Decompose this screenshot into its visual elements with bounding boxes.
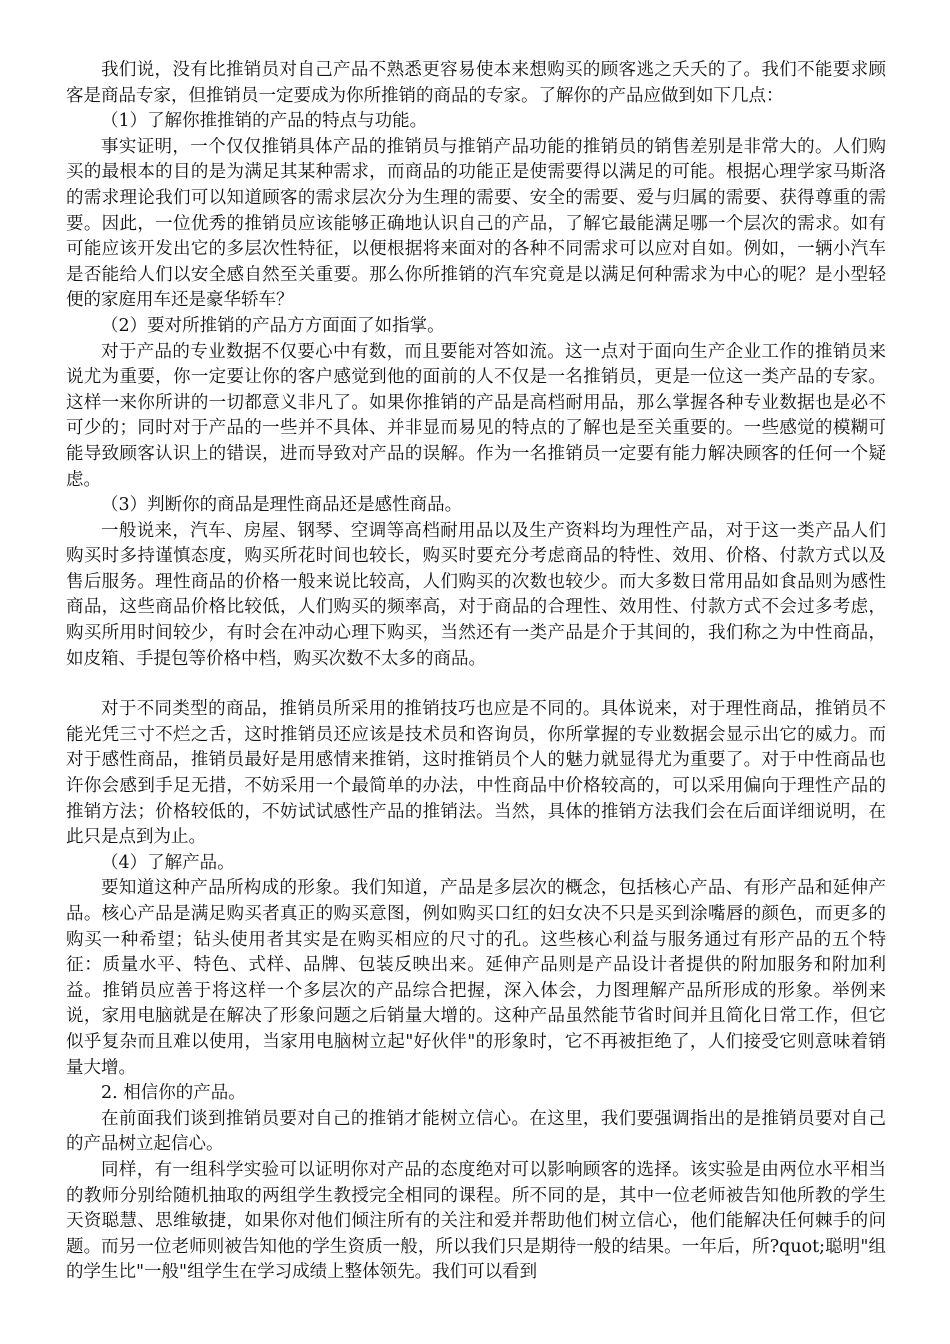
paragraph-confidence: 在前面我们谈到推销员要对自己的推销才能树立信心。在这里，我们要强调指出的是推销员要对自己的产品树立起信心。 bbox=[66, 1108, 886, 1155]
paragraph-product-image: 要知道这种产品所构成的形象。我们知道，产品是多层次的概念，包括核心产品、有形产品和延伸产品。核心产品是满足购买者真正的购买意图，例如购买口红的妇女决不只是买到涂嘴唇的颜色，而更多的购买一种希望；钻头使用者其实是在购买相应的尺寸的孔。这些核心利益与服务通过有形产品的五个特征：质量水平、特色、式样、品牌、包装反映出来。延伸产品则是产品设计者提供的附加服务和附加利益。推销员应善于将这样一个多层次的产品综合把握，深入体会，力图理解产品所形成的形象。举例来说，家用电脑就是在解决了形象问题之后销量大增的。这种产品虽然能节省时间并且简化日常工作，但它似乎复杂而且难以使用，当家用电脑树立起"好伙伴"的形象时，它不再被拒绝了，人们接受它则意味着销量大增。 bbox=[66, 878, 886, 1078]
section-heading-2: （2）要对所推销的产品方方面面了如指掌。 bbox=[101, 315, 445, 336]
paragraph-functions: 事实证明，一个仅仅推销具体产品的推销员与推销产品功能的推销员的销售差别是非常大的。人们购买的最根本的目的是为满足其某种需求，而商品的功能正是使需要得以满足的可能。根据心理学家马斯洛的需求理论我们可以知道顾客的需求层次分为生理的需要、安全的需要、爱与归属的需要、获得尊重的需要。因此，一位优秀的推销员应该能够正确地认识自己的产品，了解它最能满足哪一个层次的需求。如有可能应该开发出它的多层次性特征，以便根据将来面对的各种不同需求可以应对自如。例如，一辆小汽车是否能给人们以安全感自然至关重要。那么你所推销的汽车究竟是以满足何种需求为中心的呢？是小型轻便的家庭用车还是豪华轿车？ bbox=[66, 136, 886, 311]
paragraph-data: 对于产品的专业数据不仅要心中有数，而且要能对答如流。这一点对于面向生产企业工作的推销员来说尤为重要，你一定要让你的客户感觉到他的面前的人不仅是一名推销员，更是一位这一类产品的专家。这样一来你所讲的一切都意义非凡了。如果你推销的产品是高档耐用品，那么掌握各种专业数据也是必不可少的；同时对于产品的一些并不具体、并非显而易见的特点的了解也是至关重要的。一些感觉的模糊可能导致顾客认识上的错误，进而导致对产品的误解。作为一名推销员一定要有能力解决顾客的任何一个疑虑。 bbox=[66, 341, 886, 490]
paragraph-rational-emotional: 一般说来，汽车、房屋、钢琴、空调等高档耐用品以及生产资料均为理性产品，对于这一类产品人们购买时多持谨慎态度，购买所花时间也较长，购买时要充分考虑商品的特性、效用、价格、付款方式以及售后服务。理性商品的价格一般来说比较高，人们购买的次数也较少。而大多数日常用品如食品则为感性商品，这些商品价格比较低，人们购买的频率高，对于商品的合理性、效用性、付款方式不会过多考虑，购买所用时间较少，有时会在冲动心理下购买，当然还有一类产品是介于其间的，我们称之为中性商品，如皮箱、手提包等价格中档，购买次数不太多的商品。 bbox=[66, 520, 886, 669]
paragraph-intro: 我们说，没有比推销员对自己产品不熟悉更容易使本来想购买的顾客逃之夭夭的了。我们不能要求顾客是商品专家，但推销员一定要成为你所推销的商品的专家。了解你的产品应做到如下几点： bbox=[66, 60, 886, 106]
section-heading-1: （1）了解你推推销的产品的特点与功能。 bbox=[101, 111, 428, 132]
blank-line bbox=[66, 672, 886, 697]
section-heading-4: （4）了解产品。 bbox=[101, 852, 235, 873]
document-page bbox=[66, 58, 886, 1286]
section-heading-3: （3）判断你的商品是理性商品还是感性商品。 bbox=[101, 495, 463, 516]
paragraph-techniques: 对于不同类型的商品，推销员所采用的推销技巧也应是不同的。具体说来，对于理性商品，推销员不能光凭三寸不烂之舌，这时推销员还应该是技术员和咨询员，你所掌握的专业数据会显示出它的威力。而对于感性商品，推销员最好是用感情来推销，这时推销员个人的魅力就显得尤为重要了。对于中性商品也许你会感到手足无措，不妨采用一个最简单的办法，中性商品中价格较高的，可以采用偏向于理性产品的推销方法；价格较低的，不妨试试感性产品的推销法。当然，具体的推销方法我们会在后面详细说明，在此只是点到为止。 bbox=[66, 699, 886, 848]
section-heading-believe: 2. 相信你的产品。 bbox=[101, 1083, 246, 1104]
paragraph-experiment: 同样，有一组科学实验可以证明你对产品的态度绝对可以影响顾客的选择。该实验是由两位水平相当的教师分别给随机抽取的两组学生教授完全相同的课程。所不同的是，其中一位老师被告知他所教的学生天资聪慧、思维敏捷，如果你对他们倾注所有的关注和爱并帮助他们树立信心，他们能解决任何棘手的问题。而另一位老师则被告知他的学生资质一般，所以我们只是期待一般的结果。一年后，所?quot;聪明"组的学生比"一般"组学生在学习成绩上整体领先。我们可以看到 bbox=[66, 1159, 886, 1283]
